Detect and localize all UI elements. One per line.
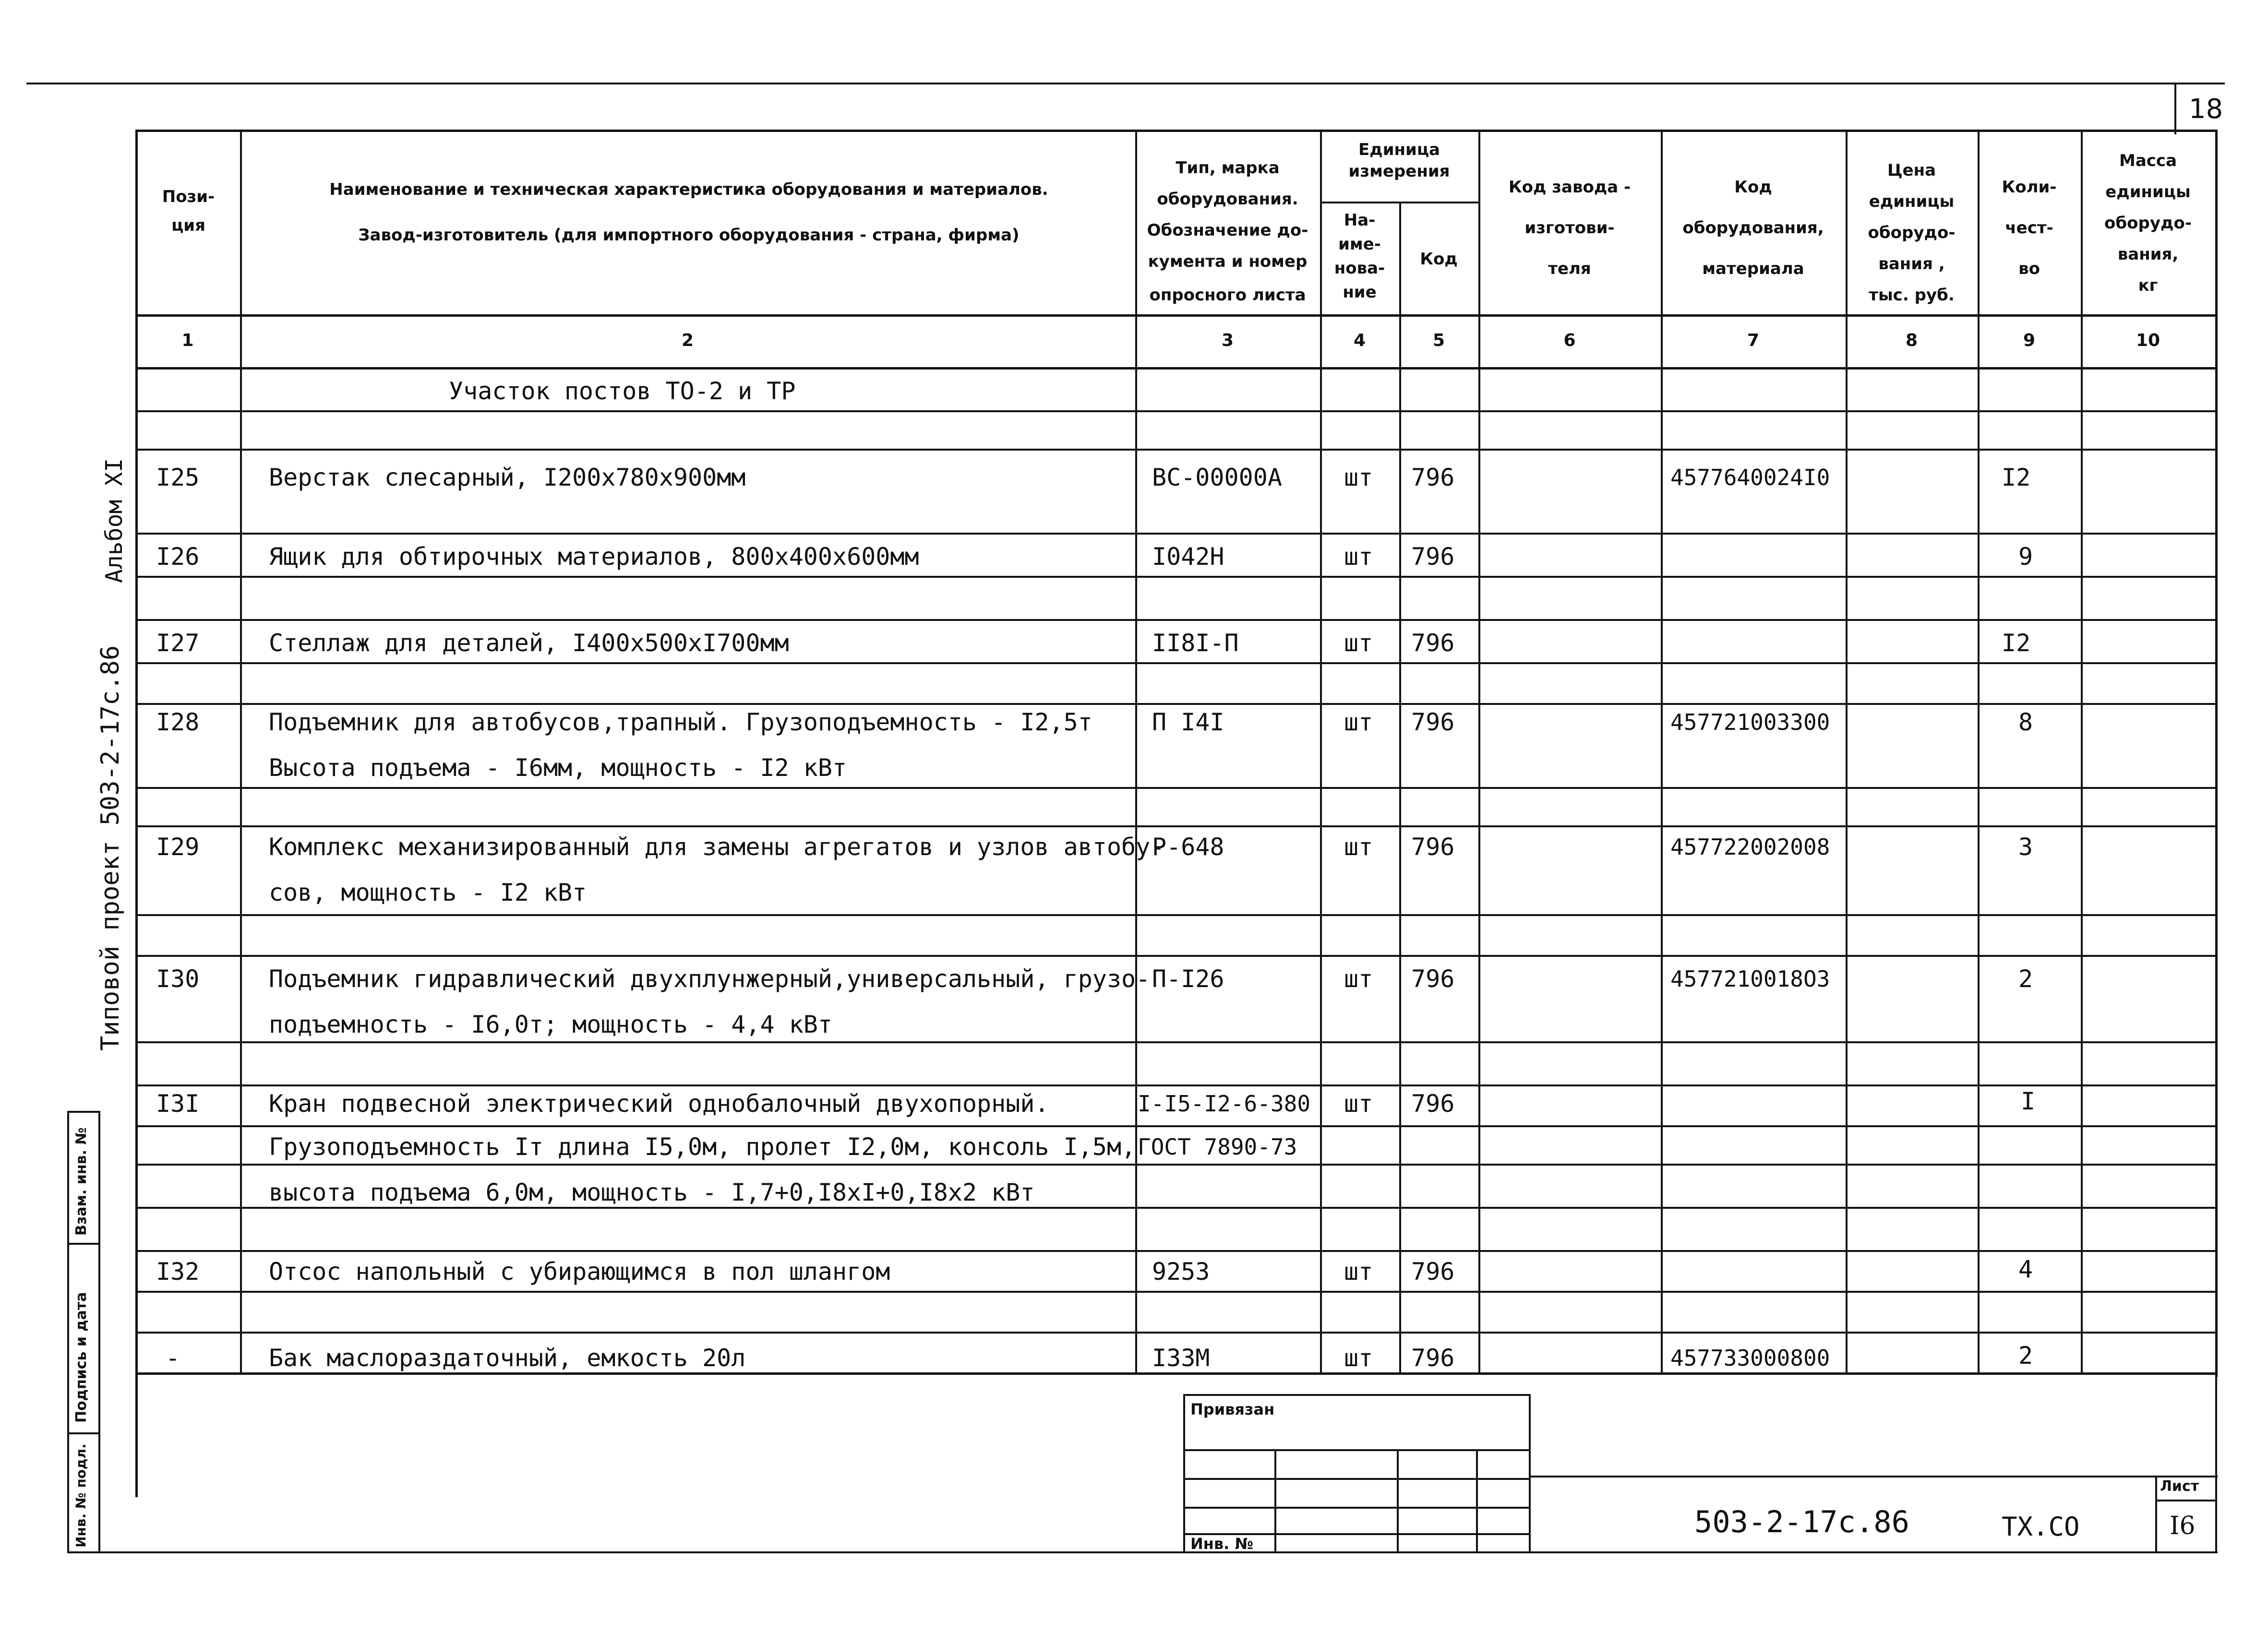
header-col5: Код: [1420, 250, 1458, 269]
project-label: Типовой проект 503-2-17с.86: [96, 645, 125, 1051]
list-number: I6: [2170, 1512, 2196, 1540]
list-label: Лист: [2160, 1478, 2199, 1495]
page-number: 18: [2189, 94, 2223, 125]
section-title: Участок постов ТО-2 и ТР: [449, 377, 796, 405]
vzam-inv-label: Взам. инв. №: [73, 1127, 90, 1236]
inv-podl-label: Инв. № подл.: [73, 1443, 89, 1548]
doc-suffix: ТХ.СО: [2002, 1512, 2080, 1542]
podpis-label: Подпись и дата: [73, 1292, 90, 1423]
privyazan-label: Привязан: [1190, 1400, 1275, 1418]
album-label: Альбом XI: [101, 458, 128, 583]
doc-code: 503-2-17с.86: [1694, 1504, 1909, 1539]
inv-no-label: Инв. №: [1190, 1535, 1253, 1553]
